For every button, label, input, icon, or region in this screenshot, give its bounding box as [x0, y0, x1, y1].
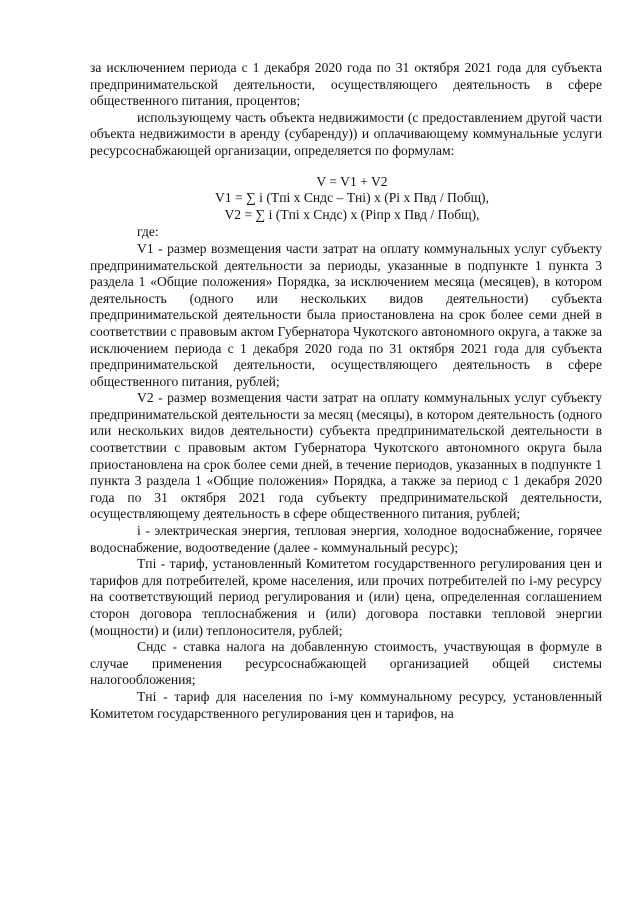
paragraph-period-exclusion: за исключением периода с 1 декабря 2020 года по 31 октября 2021 года для субъекта предпринимательской деятельности, осуществляющего деятельность в сфере общественного питания, процентов; — [90, 60, 602, 109]
definition-v1: V1 - размер возмещения части затрат на оплату коммунальных услуг субъекту предпринимательской деятельности за периоды, указанные в подпункте 1 пункта 3 раздела 1 «Общие положения» Порядка, за исключением месяца (месяцев), в котором деятельность (одного или нескольких видов деятельности) субъекта предпринимательской деятельности была приостановлена на срок более семи дней в соответствии с правовым актом Губернатора Чукотского автономного округа, а также за исключением периода с 1 декабря 2020 года по 31 октября 2021 года для субъекта предпринимательской деятельности, осуществляющего деятельность в сфере общественного питания, рублей; — [90, 240, 602, 389]
definition-v2: V2 - размер возмещения части затрат на оплату коммунальных услуг субъекту предпринимательской деятельности за месяц (месяцы), в котором деятельность (одного или нескольких видов деятельности) субъекта предпринимательской деятельности в соответствии с правовым актом Губернатора Чукотского автономного округа была приостановлена на срок более семи дней, в течение периодов, указанных в подпункте 1 пункта 3 раздела 1 «Общие положения» Порядка, а также за период с 1 декабря 2020 года по 31 октября 2021 года субъекту предпринимательской деятельности, осуществляющему деятельность в сфере общественного питания, рублей; — [90, 390, 602, 522]
paragraph-partial-use: использующему часть объекта недвижимости (с предоставлением другой части объекта недвижимости в аренду (субаренду)) и оплачивающему коммунальные услуги ресурсоснабжающей организации, определяется по формулам: — [90, 109, 602, 158]
definition-i: i - электрическая энергия, тепловая энергия, холодное водоснабжение, горячее водоснабжение, водоотведение (далее - коммунальный ресурс); — [90, 523, 602, 555]
formula-total: V = V1 + V2 — [316, 173, 388, 189]
definition-tpi: Tпi - тариф, установленный Комитетом государственного регулирования цен и тарифов для потребителей, кроме населения, или прочих потребителей по i-му ресурсу на соответствующий период регулирования и (или) цена, определенная соглашением сторон договора теплоснабжения и (или) договора поставки тепловой энергии (мощности) и (или) теплоносителя, рублей; — [90, 556, 602, 638]
definition-tni: Tнi - тариф для населения по i-му коммунальному ресурсу, установленный Комитетом государственного регулирования цен и тарифов, на — [90, 688, 602, 721]
formula-v2: V2 = ∑ i (Tпi x Cндс) x (Piпр x Пвд / Побщ), — [224, 206, 480, 222]
definition-snds: Cндс - ставка налога на добавленную стоимость, участвующая в формуле в случае применения ресурсоснабжающей организацией общей системы налогообложения; — [90, 639, 602, 688]
where-label: где: — [137, 224, 159, 240]
formula-block — [90, 174, 602, 224]
formula-v1: V1 = ∑ i (Tпi x Cндс – Tнi) x (Pi x Пвд / Побщ), — [215, 190, 489, 206]
